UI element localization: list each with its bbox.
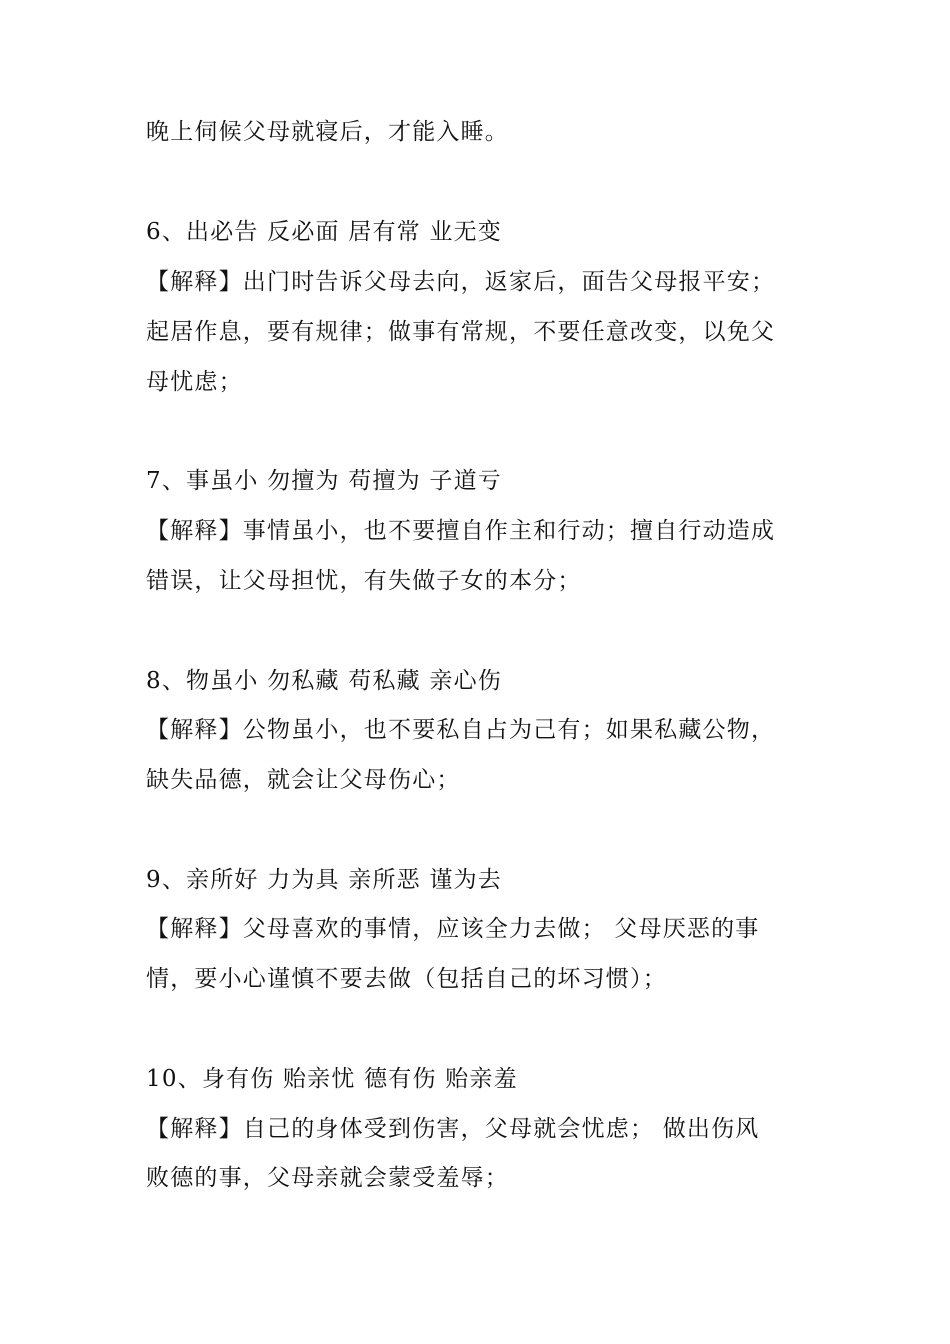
- explanation-line: 【解释】公物虽小，也不要私自占为己有；如果私藏公物，: [146, 717, 776, 743]
- explanation-line: 败德的事，父母亲就会蒙受羞辱；: [146, 1165, 509, 1191]
- explanation-line: 【解释】自己的身体受到伤害，父母就会忧虑； 做出伤风: [146, 1116, 760, 1142]
- section-heading: 10、身有伤 贻亲忧 德有伤 贻亲羞: [146, 1066, 518, 1092]
- explanation-line: 起居作息，要有规律；做事有常规，不要任意改变，以免父: [146, 319, 776, 345]
- section-heading: 7、事虽小 勿擅为 苟擅为 子道亏: [146, 468, 502, 494]
- section-heading: 6、出必告 反必面 居有常 业无变: [146, 219, 502, 245]
- explanation-line: 错误，让父母担忧，有失做子女的本分；: [146, 568, 582, 594]
- explanation-line: 【解释】事情虽小，也不要擅自作主和行动；擅自行动造成: [146, 518, 776, 544]
- explanation-line: 缺失品德，就会让父母伤心；: [146, 767, 461, 793]
- explanation-line: 母忧虑；: [146, 369, 243, 395]
- explanation-line: 情，要小心谨慎不要去做（包括自己的坏习惯）；: [146, 966, 667, 992]
- section-heading: 9、亲所好 力为具 亲所恶 谨为去: [146, 867, 502, 893]
- intro-line: 晚上伺候父母就寝后，才能入睡。: [146, 119, 509, 145]
- explanation-line: 【解释】出门时告诉父母去向，返家后，面告父母报平安；: [146, 269, 776, 295]
- section-heading: 8、物虽小 勿私藏 苟私藏 亲心伤: [146, 668, 502, 694]
- explanation-line: 【解释】父母喜欢的事情，应该全力去做； 父母厌恶的事: [146, 916, 760, 942]
